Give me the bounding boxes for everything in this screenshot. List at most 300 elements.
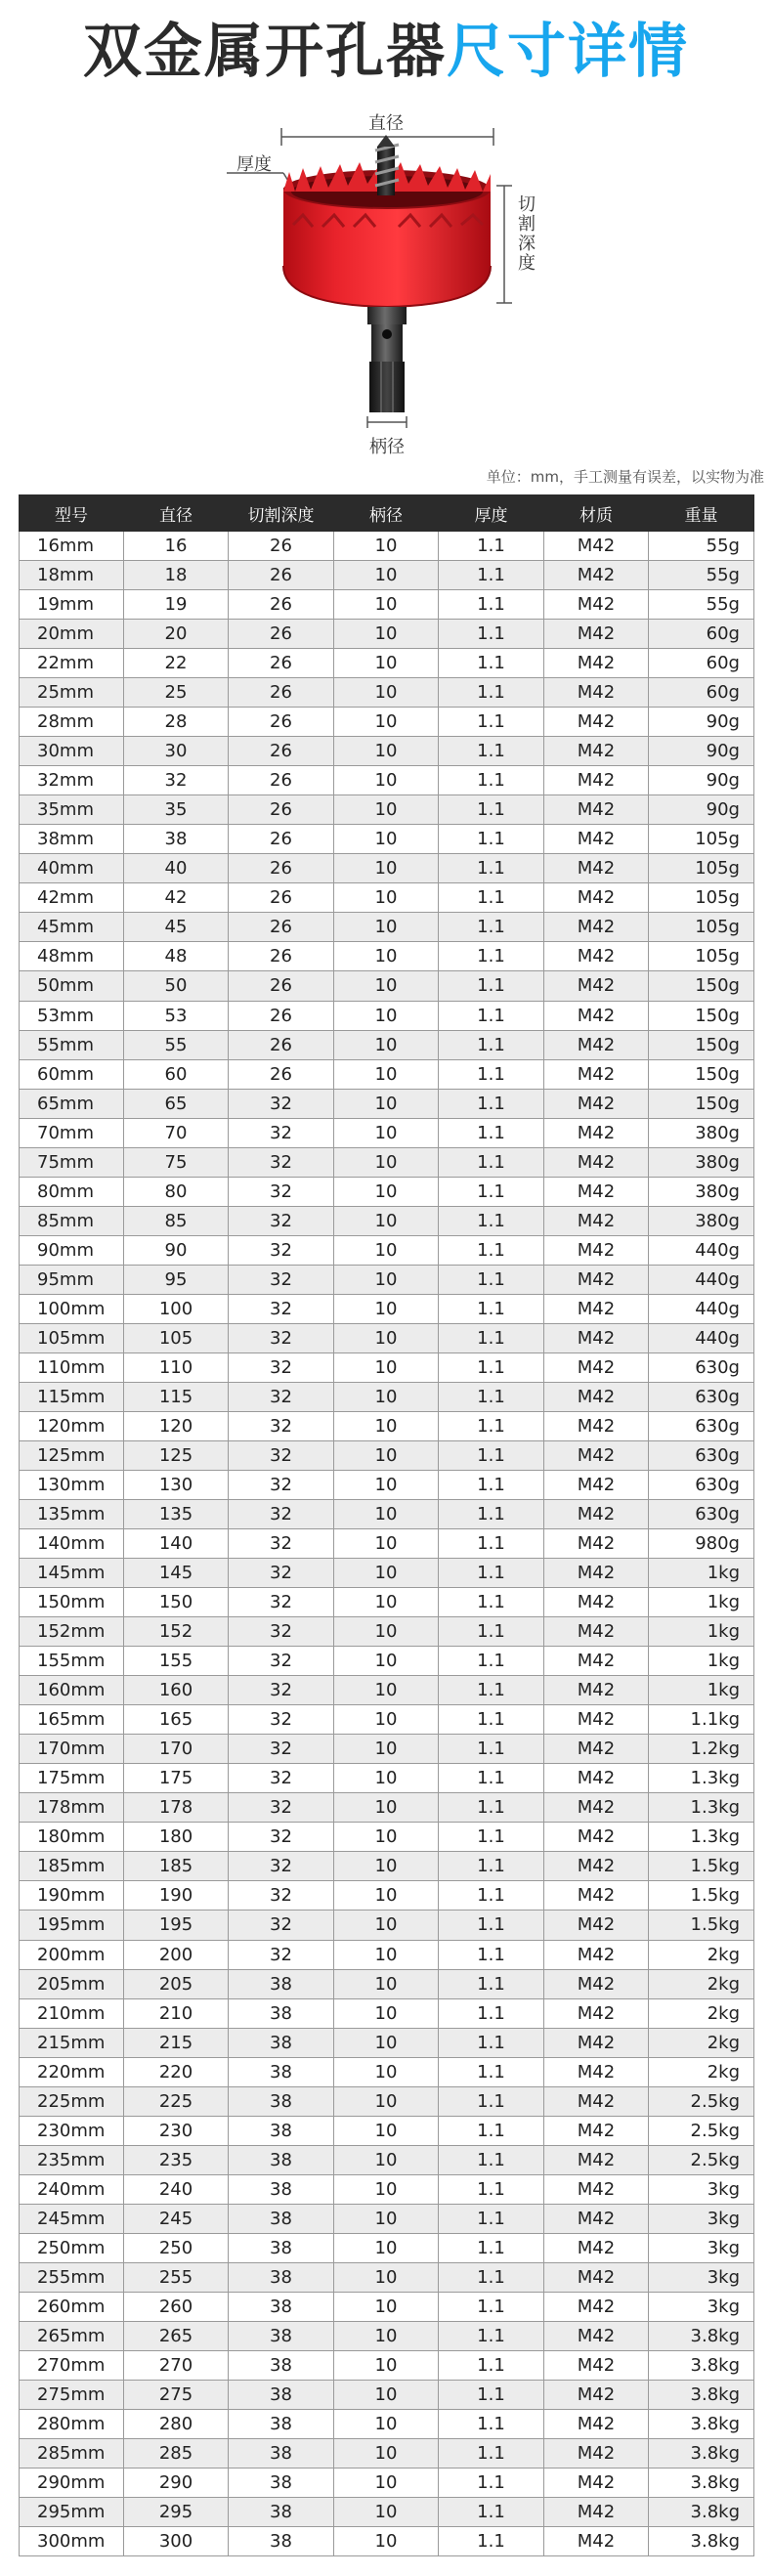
cell-cut-depth: 26 bbox=[229, 620, 334, 649]
table-row bbox=[20, 854, 754, 883]
cell-thickness: 1.1 bbox=[439, 620, 544, 649]
cell-diameter: 165 bbox=[124, 1705, 229, 1735]
cell-thickness: 1.1 bbox=[439, 1352, 544, 1382]
cell-diameter: 170 bbox=[124, 1735, 229, 1764]
cell-shank: 10 bbox=[334, 2469, 439, 2498]
cell-material: M42 bbox=[544, 2527, 649, 2556]
cell-thickness: 1.1 bbox=[439, 1059, 544, 1089]
cell-diameter: 180 bbox=[124, 1823, 229, 1852]
cell-thickness: 1.1 bbox=[439, 2527, 544, 2556]
table-row bbox=[20, 1235, 754, 1265]
cell-diameter: 152 bbox=[124, 1617, 229, 1647]
cell-thickness: 1.1 bbox=[439, 1294, 544, 1323]
cell-thickness: 1.1 bbox=[439, 1617, 544, 1647]
cell-model: 235mm bbox=[20, 2145, 124, 2174]
cell-diameter: 255 bbox=[124, 2262, 229, 2292]
cell-cut-depth: 38 bbox=[229, 1969, 334, 1998]
cell-weight: 630g bbox=[649, 1440, 754, 1470]
cell-diameter: 115 bbox=[124, 1382, 229, 1411]
cell-thickness: 1.1 bbox=[439, 1588, 544, 1617]
cell-weight: 150g bbox=[649, 1089, 754, 1118]
cell-cut-depth: 26 bbox=[229, 883, 334, 913]
cell-weight: 3.8kg bbox=[649, 2350, 754, 2380]
table-row bbox=[20, 1735, 754, 1764]
cell-diameter: 110 bbox=[124, 1352, 229, 1382]
cell-material: M42 bbox=[544, 1206, 649, 1235]
table-row bbox=[20, 942, 754, 971]
cell-material: M42 bbox=[544, 649, 649, 678]
cell-shank: 10 bbox=[334, 913, 439, 942]
cell-thickness: 1.1 bbox=[439, 1735, 544, 1764]
cell-diameter: 22 bbox=[124, 649, 229, 678]
cell-diameter: 205 bbox=[124, 1969, 229, 1998]
cell-thickness: 1.1 bbox=[439, 2057, 544, 2086]
header-cut-depth: 切割深度 bbox=[229, 495, 334, 532]
cell-model: 45mm bbox=[20, 913, 124, 942]
cell-model: 170mm bbox=[20, 1735, 124, 1764]
table-row bbox=[20, 2380, 754, 2409]
cell-model: 215mm bbox=[20, 2028, 124, 2057]
cell-weight: 105g bbox=[649, 883, 754, 913]
cell-thickness: 1.1 bbox=[439, 1235, 544, 1265]
cell-shank: 10 bbox=[334, 1089, 439, 1118]
cell-cut-depth: 26 bbox=[229, 854, 334, 883]
cell-shank: 10 bbox=[334, 942, 439, 971]
unit-note: 单位：mm，手工测量有误差，以实物为准 bbox=[486, 468, 764, 486]
cell-cut-depth: 32 bbox=[229, 1411, 334, 1440]
cell-diameter: 70 bbox=[124, 1118, 229, 1147]
cell-thickness: 1.1 bbox=[439, 2469, 544, 2498]
diameter-label: 直径 bbox=[368, 113, 404, 134]
cell-cut-depth: 38 bbox=[229, 2145, 334, 2174]
cell-thickness: 1.1 bbox=[439, 1206, 544, 1235]
cell-thickness: 1.1 bbox=[439, 1265, 544, 1294]
cell-thickness: 1.1 bbox=[439, 1647, 544, 1676]
cell-model: 152mm bbox=[20, 1617, 124, 1647]
cell-cut-depth: 38 bbox=[229, 1998, 334, 2028]
cell-material: M42 bbox=[544, 2028, 649, 2057]
cell-shank: 10 bbox=[334, 1793, 439, 1823]
cell-shank: 10 bbox=[334, 1001, 439, 1030]
cell-weight: 3kg bbox=[649, 2262, 754, 2292]
cell-material: M42 bbox=[544, 2262, 649, 2292]
cell-thickness: 1.1 bbox=[439, 2028, 544, 2057]
cell-weight: 3.8kg bbox=[649, 2498, 754, 2527]
cell-material: M42 bbox=[544, 2086, 649, 2116]
table-row bbox=[20, 1265, 754, 1294]
cell-shank: 10 bbox=[334, 1500, 439, 1529]
cell-model: 130mm bbox=[20, 1471, 124, 1500]
cell-shank: 10 bbox=[334, 1059, 439, 1089]
table-row bbox=[20, 1588, 754, 1617]
cell-material: M42 bbox=[544, 1235, 649, 1265]
cell-shank: 10 bbox=[334, 2086, 439, 2116]
cell-cut-depth: 26 bbox=[229, 795, 334, 825]
cell-diameter: 265 bbox=[124, 2321, 229, 2350]
cell-model: 95mm bbox=[20, 1265, 124, 1294]
cell-model: 110mm bbox=[20, 1352, 124, 1382]
cell-weight: 3.8kg bbox=[649, 2527, 754, 2556]
cell-model: 280mm bbox=[20, 2410, 124, 2439]
table-row bbox=[20, 620, 754, 649]
cell-thickness: 1.1 bbox=[439, 1559, 544, 1588]
table-row bbox=[20, 1323, 754, 1352]
cell-model: 35mm bbox=[20, 795, 124, 825]
cell-model: 230mm bbox=[20, 2116, 124, 2145]
cell-model: 20mm bbox=[20, 620, 124, 649]
table-row bbox=[20, 1940, 754, 1969]
table-row bbox=[20, 2204, 754, 2233]
cell-thickness: 1.1 bbox=[439, 1411, 544, 1440]
table-row bbox=[20, 1118, 754, 1147]
cut-depth-label: 切割深度 bbox=[518, 194, 536, 274]
header-thickness: 厚度 bbox=[439, 495, 544, 532]
cell-cut-depth: 32 bbox=[229, 1735, 334, 1764]
table-row bbox=[20, 1030, 754, 1059]
cell-diameter: 220 bbox=[124, 2057, 229, 2086]
cell-shank: 10 bbox=[334, 1705, 439, 1735]
table-row bbox=[20, 2145, 754, 2174]
cell-shank: 10 bbox=[334, 737, 439, 766]
cell-material: M42 bbox=[544, 532, 649, 561]
cell-material: M42 bbox=[544, 766, 649, 795]
cell-diameter: 32 bbox=[124, 766, 229, 795]
cell-shank: 10 bbox=[334, 1147, 439, 1177]
cell-cut-depth: 26 bbox=[229, 1001, 334, 1030]
cell-material: M42 bbox=[544, 1969, 649, 1998]
cell-material: M42 bbox=[544, 2380, 649, 2409]
cell-cut-depth: 38 bbox=[229, 2321, 334, 2350]
cell-material: M42 bbox=[544, 825, 649, 854]
hole-saw-illustration bbox=[0, 0, 772, 479]
cell-cut-depth: 32 bbox=[229, 1177, 334, 1206]
cell-cut-depth: 26 bbox=[229, 766, 334, 795]
cell-material: M42 bbox=[544, 1089, 649, 1118]
cell-diameter: 195 bbox=[124, 1911, 229, 1940]
cell-material: M42 bbox=[544, 913, 649, 942]
cell-material: M42 bbox=[544, 2292, 649, 2321]
cell-weight: 2kg bbox=[649, 1969, 754, 1998]
hex-shank bbox=[369, 362, 405, 412]
cell-shank: 10 bbox=[334, 590, 439, 620]
cell-thickness: 1.1 bbox=[439, 708, 544, 737]
cell-cut-depth: 38 bbox=[229, 2292, 334, 2321]
cell-weight: 2.5kg bbox=[649, 2116, 754, 2145]
table-row bbox=[20, 1177, 754, 1206]
cell-diameter: 120 bbox=[124, 1411, 229, 1440]
cell-thickness: 1.1 bbox=[439, 2439, 544, 2469]
cell-thickness: 1.1 bbox=[439, 971, 544, 1001]
cell-weight: 90g bbox=[649, 795, 754, 825]
cell-cut-depth: 26 bbox=[229, 825, 334, 854]
table-row bbox=[20, 766, 754, 795]
cell-diameter: 160 bbox=[124, 1676, 229, 1705]
table-row bbox=[20, 2410, 754, 2439]
cell-shank: 10 bbox=[334, 1559, 439, 1588]
cell-weight: 440g bbox=[649, 1265, 754, 1294]
cell-weight: 3kg bbox=[649, 2174, 754, 2204]
cell-shank: 10 bbox=[334, 1529, 439, 1559]
cell-diameter: 178 bbox=[124, 1793, 229, 1823]
cell-weight: 980g bbox=[649, 1529, 754, 1559]
cell-shank: 10 bbox=[334, 1617, 439, 1647]
cell-diameter: 38 bbox=[124, 825, 229, 854]
cell-thickness: 1.1 bbox=[439, 1852, 544, 1881]
cell-weight: 1kg bbox=[649, 1617, 754, 1647]
cell-diameter: 85 bbox=[124, 1206, 229, 1235]
cell-diameter: 275 bbox=[124, 2380, 229, 2409]
cell-shank: 10 bbox=[334, 1323, 439, 1352]
cell-shank: 10 bbox=[334, 1440, 439, 1470]
cell-model: 30mm bbox=[20, 737, 124, 766]
cell-thickness: 1.1 bbox=[439, 1940, 544, 1969]
cell-material: M42 bbox=[544, 971, 649, 1001]
cell-material: M42 bbox=[544, 1559, 649, 1588]
cell-cut-depth: 32 bbox=[229, 1823, 334, 1852]
cell-diameter: 60 bbox=[124, 1059, 229, 1089]
cell-weight: 105g bbox=[649, 942, 754, 971]
cell-weight: 2.5kg bbox=[649, 2145, 754, 2174]
product-diagram bbox=[0, 0, 772, 479]
cell-thickness: 1.1 bbox=[439, 2145, 544, 2174]
cell-weight: 1.3kg bbox=[649, 1823, 754, 1852]
cell-shank: 10 bbox=[334, 561, 439, 590]
cell-shank: 10 bbox=[334, 2174, 439, 2204]
cell-thickness: 1.1 bbox=[439, 942, 544, 971]
cell-cut-depth: 32 bbox=[229, 1940, 334, 1969]
cell-diameter: 16 bbox=[124, 532, 229, 561]
cell-weight: 380g bbox=[649, 1118, 754, 1147]
cell-diameter: 42 bbox=[124, 883, 229, 913]
cell-shank: 10 bbox=[334, 1265, 439, 1294]
cell-cut-depth: 38 bbox=[229, 2204, 334, 2233]
cell-cut-depth: 32 bbox=[229, 1764, 334, 1793]
cell-weight: 2kg bbox=[649, 2028, 754, 2057]
cell-weight: 105g bbox=[649, 913, 754, 942]
table-row bbox=[20, 2498, 754, 2527]
cell-cut-depth: 32 bbox=[229, 1588, 334, 1617]
cell-weight: 630g bbox=[649, 1352, 754, 1382]
cell-cut-depth: 38 bbox=[229, 2057, 334, 2086]
cell-material: M42 bbox=[544, 1030, 649, 1059]
cell-cut-depth: 38 bbox=[229, 2086, 334, 2116]
cell-shank: 10 bbox=[334, 2057, 439, 2086]
table-row bbox=[20, 1881, 754, 1911]
cell-shank: 10 bbox=[334, 2527, 439, 2556]
cell-thickness: 1.1 bbox=[439, 1118, 544, 1147]
cell-shank: 10 bbox=[334, 1998, 439, 2028]
table-row bbox=[20, 1969, 754, 1998]
cell-cut-depth: 32 bbox=[229, 1147, 334, 1177]
cell-model: 300mm bbox=[20, 2527, 124, 2556]
cell-weight: 2.5kg bbox=[649, 2086, 754, 2116]
table-row bbox=[20, 913, 754, 942]
cell-weight: 150g bbox=[649, 971, 754, 1001]
cell-cut-depth: 26 bbox=[229, 532, 334, 561]
cell-shank: 10 bbox=[334, 532, 439, 561]
cell-model: 265mm bbox=[20, 2321, 124, 2350]
cell-material: M42 bbox=[544, 561, 649, 590]
cell-material: M42 bbox=[544, 1676, 649, 1705]
cell-model: 178mm bbox=[20, 1793, 124, 1823]
cell-weight: 1.1kg bbox=[649, 1705, 754, 1735]
cell-weight: 1.5kg bbox=[649, 1911, 754, 1940]
cell-material: M42 bbox=[544, 1940, 649, 1969]
cell-weight: 90g bbox=[649, 766, 754, 795]
cell-weight: 630g bbox=[649, 1411, 754, 1440]
cell-cut-depth: 26 bbox=[229, 737, 334, 766]
cell-diameter: 175 bbox=[124, 1764, 229, 1793]
cell-cut-depth: 38 bbox=[229, 2410, 334, 2439]
cell-material: M42 bbox=[544, 2498, 649, 2527]
table-row bbox=[20, 1617, 754, 1647]
table-row bbox=[20, 1529, 754, 1559]
cell-cut-depth: 38 bbox=[229, 2116, 334, 2145]
table-row bbox=[20, 2174, 754, 2204]
cell-weight: 90g bbox=[649, 737, 754, 766]
cell-material: M42 bbox=[544, 1793, 649, 1823]
table-row bbox=[20, 2116, 754, 2145]
table-row bbox=[20, 1440, 754, 1470]
cell-thickness: 1.1 bbox=[439, 1998, 544, 2028]
cell-model: 275mm bbox=[20, 2380, 124, 2409]
cell-diameter: 240 bbox=[124, 2174, 229, 2204]
cell-diameter: 53 bbox=[124, 1001, 229, 1030]
cell-weight: 380g bbox=[649, 1177, 754, 1206]
cell-model: 16mm bbox=[20, 532, 124, 561]
cell-weight: 150g bbox=[649, 1001, 754, 1030]
cell-diameter: 245 bbox=[124, 2204, 229, 2233]
cell-shank: 10 bbox=[334, 2262, 439, 2292]
cell-cut-depth: 38 bbox=[229, 2469, 334, 2498]
cell-model: 145mm bbox=[20, 1559, 124, 1588]
cell-thickness: 1.1 bbox=[439, 766, 544, 795]
cell-model: 155mm bbox=[20, 1647, 124, 1676]
cell-shank: 10 bbox=[334, 854, 439, 883]
table-row bbox=[20, 1705, 754, 1735]
cell-weight: 60g bbox=[649, 678, 754, 708]
cell-cut-depth: 32 bbox=[229, 1235, 334, 1265]
cell-cut-depth: 26 bbox=[229, 708, 334, 737]
cell-material: M42 bbox=[544, 1001, 649, 1030]
cell-material: M42 bbox=[544, 1118, 649, 1147]
cell-diameter: 48 bbox=[124, 942, 229, 971]
cell-cut-depth: 38 bbox=[229, 2262, 334, 2292]
cell-thickness: 1.1 bbox=[439, 2498, 544, 2527]
cell-cut-depth: 26 bbox=[229, 971, 334, 1001]
cell-weight: 2kg bbox=[649, 2057, 754, 2086]
cell-shank: 10 bbox=[334, 1471, 439, 1500]
cell-shank: 10 bbox=[334, 1411, 439, 1440]
table-row bbox=[20, 1147, 754, 1177]
table-row bbox=[20, 678, 754, 708]
cell-thickness: 1.1 bbox=[439, 1764, 544, 1793]
cell-model: 210mm bbox=[20, 1998, 124, 2028]
cell-thickness: 1.1 bbox=[439, 2380, 544, 2409]
cell-cut-depth: 32 bbox=[229, 1559, 334, 1588]
cell-shank: 10 bbox=[334, 1881, 439, 1911]
table-row bbox=[20, 1647, 754, 1676]
cell-shank: 10 bbox=[334, 1852, 439, 1881]
cell-material: M42 bbox=[544, 1764, 649, 1793]
cell-shank: 10 bbox=[334, 1940, 439, 1969]
cell-weight: 1kg bbox=[649, 1559, 754, 1588]
header-diameter: 直径 bbox=[124, 495, 229, 532]
cell-material: M42 bbox=[544, 854, 649, 883]
cell-diameter: 30 bbox=[124, 737, 229, 766]
cell-thickness: 1.1 bbox=[439, 883, 544, 913]
table-row bbox=[20, 2262, 754, 2292]
cell-weight: 1.3kg bbox=[649, 1793, 754, 1823]
cell-model: 190mm bbox=[20, 1881, 124, 1911]
cell-weight: 1kg bbox=[649, 1647, 754, 1676]
cell-shank: 10 bbox=[334, 766, 439, 795]
cell-material: M42 bbox=[544, 1265, 649, 1294]
cell-thickness: 1.1 bbox=[439, 678, 544, 708]
table-row bbox=[20, 2439, 754, 2469]
cell-thickness: 1.1 bbox=[439, 1030, 544, 1059]
table-row bbox=[20, 1823, 754, 1852]
cell-cut-depth: 26 bbox=[229, 913, 334, 942]
table-row bbox=[20, 708, 754, 737]
cell-weight: 3.8kg bbox=[649, 2410, 754, 2439]
cell-cut-depth: 32 bbox=[229, 1265, 334, 1294]
cell-weight: 1kg bbox=[649, 1676, 754, 1705]
cell-thickness: 1.1 bbox=[439, 1676, 544, 1705]
cell-weight: 2kg bbox=[649, 1940, 754, 1969]
cell-cut-depth: 32 bbox=[229, 1852, 334, 1881]
cell-diameter: 140 bbox=[124, 1529, 229, 1559]
cell-weight: 3kg bbox=[649, 2292, 754, 2321]
cell-material: M42 bbox=[544, 1588, 649, 1617]
cell-weight: 380g bbox=[649, 1206, 754, 1235]
cell-material: M42 bbox=[544, 1500, 649, 1529]
cell-shank: 10 bbox=[334, 1969, 439, 1998]
shank-label: 柄径 bbox=[369, 437, 405, 457]
cell-model: 240mm bbox=[20, 2174, 124, 2204]
cell-material: M42 bbox=[544, 1382, 649, 1411]
cell-material: M42 bbox=[544, 1735, 649, 1764]
cell-cut-depth: 38 bbox=[229, 2028, 334, 2057]
cell-weight: 60g bbox=[649, 649, 754, 678]
table-row bbox=[20, 1793, 754, 1823]
cell-material: M42 bbox=[544, 1705, 649, 1735]
cell-shank: 10 bbox=[334, 1823, 439, 1852]
cell-thickness: 1.1 bbox=[439, 1793, 544, 1823]
cell-shank: 10 bbox=[334, 795, 439, 825]
cell-diameter: 50 bbox=[124, 971, 229, 1001]
cell-cut-depth: 38 bbox=[229, 2439, 334, 2469]
cell-model: 125mm bbox=[20, 1440, 124, 1470]
table-row bbox=[20, 1676, 754, 1705]
cell-diameter: 285 bbox=[124, 2439, 229, 2469]
cell-thickness: 1.1 bbox=[439, 2086, 544, 2116]
cell-model: 220mm bbox=[20, 2057, 124, 2086]
cell-diameter: 19 bbox=[124, 590, 229, 620]
table-row bbox=[20, 2233, 754, 2262]
cell-model: 165mm bbox=[20, 1705, 124, 1735]
cell-thickness: 1.1 bbox=[439, 2350, 544, 2380]
cell-shank: 10 bbox=[334, 620, 439, 649]
cell-weight: 1kg bbox=[649, 1588, 754, 1617]
cell-thickness: 1.1 bbox=[439, 561, 544, 590]
cell-shank: 10 bbox=[334, 2233, 439, 2262]
header-shank: 柄径 bbox=[334, 495, 439, 532]
cell-shank: 10 bbox=[334, 1647, 439, 1676]
cell-weight: 2kg bbox=[649, 1998, 754, 2028]
table-row bbox=[20, 1352, 754, 1382]
cell-diameter: 300 bbox=[124, 2527, 229, 2556]
